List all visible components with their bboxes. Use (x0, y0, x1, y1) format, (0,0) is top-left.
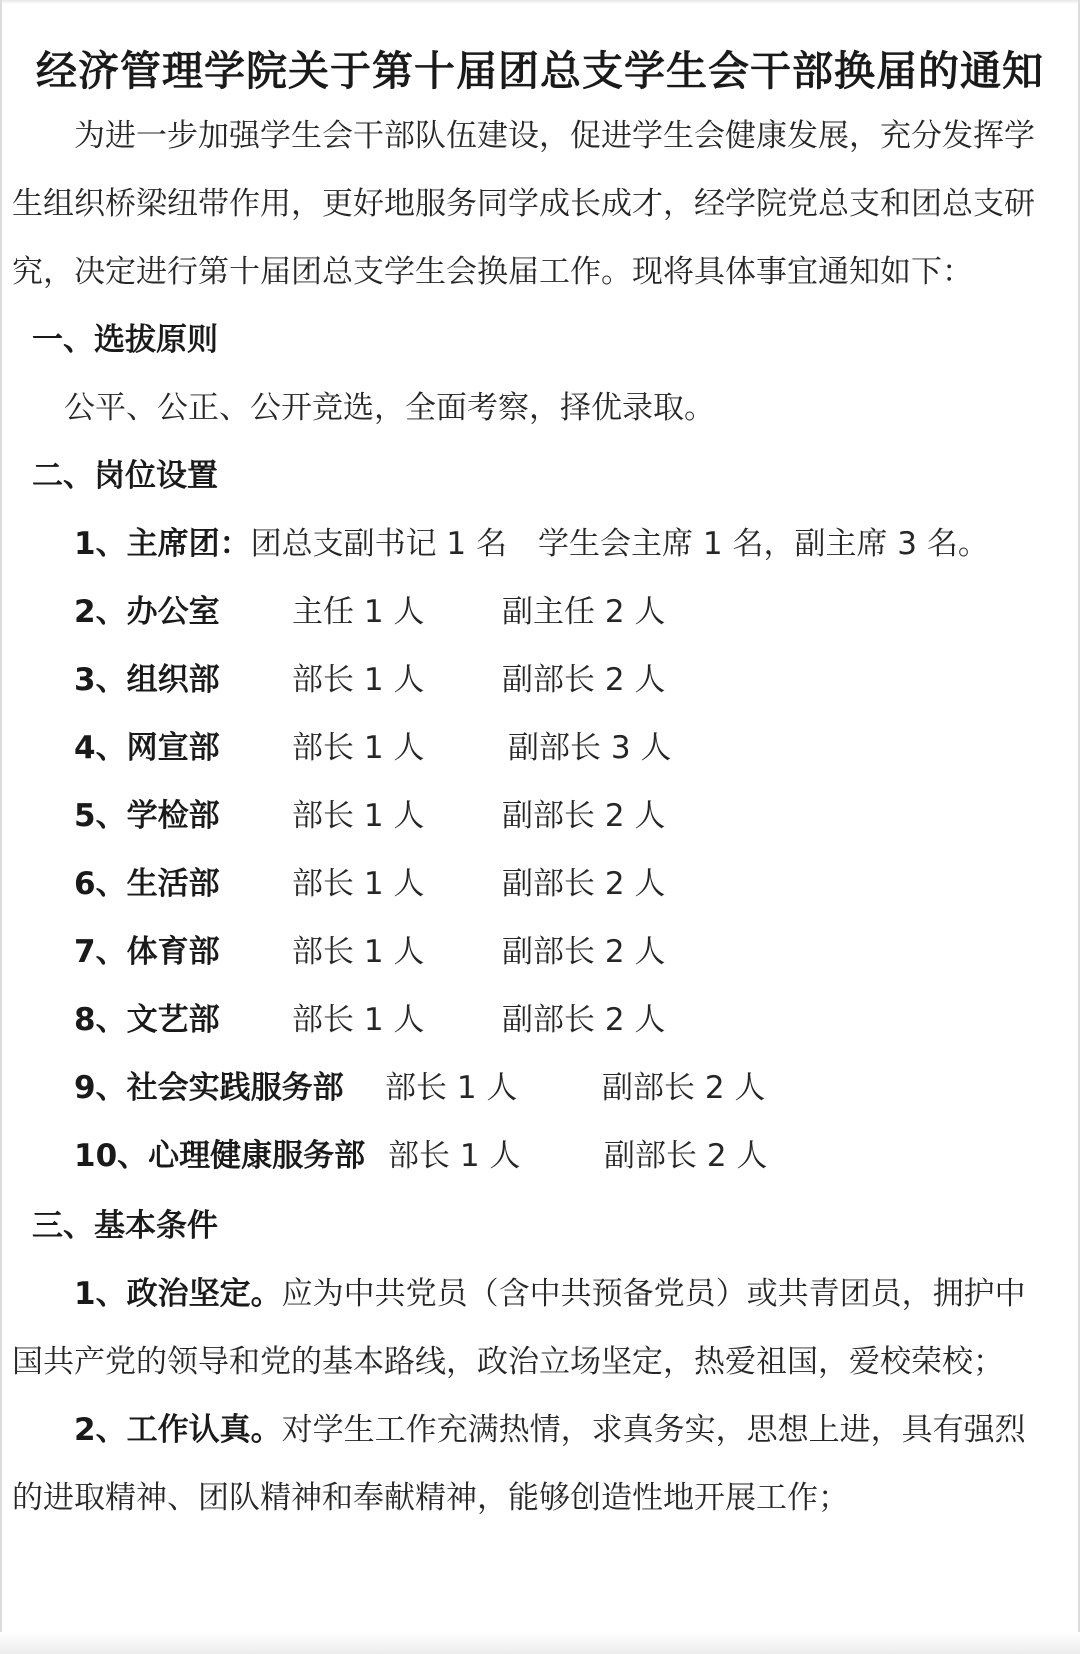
section-3-heading: 三、基本条件 (32, 1208, 218, 1244)
position-head: 部长 1 人 (292, 662, 425, 698)
page-edge-bottom (0, 1632, 1080, 1654)
position-deputy: 副部长 2 人 (502, 1002, 666, 1038)
condition-2-line-1 (74, 1410, 1026, 1450)
condition-2-label: 2、工作认真。 (74, 1412, 282, 1448)
presidium-label: 1、主席团： (74, 526, 251, 562)
position-row-inspection (0, 796, 1080, 836)
position-deputy: 副部长 3 人 (508, 730, 672, 766)
presidium-text: 团总支副书记 1 名 学生会主席 1 名，副主席 3 名。 (250, 526, 989, 562)
position-row-sports (0, 932, 1080, 972)
position-head: 部长 1 人 (292, 730, 425, 766)
condition-1-label: 1、政治坚定。 (74, 1276, 282, 1312)
intro-line-3: 究，决定进行第十届团总支学生会换届工作。现将具体事宜通知如下： (12, 254, 973, 290)
section-2-heading: 二、岗位设置 (32, 458, 218, 494)
position-head: 部长 1 人 (292, 1002, 425, 1038)
position-head: 部长 1 人 (388, 1138, 521, 1174)
position-row-arts (0, 1000, 1080, 1040)
section-1-heading: 一、选拔原则 (32, 322, 218, 358)
position-head: 部长 1 人 (385, 1070, 518, 1106)
position-deputy: 副部长 2 人 (602, 1070, 766, 1106)
section-1-text: 公平、公正、公开竞选，全面考察，择优录取。 (64, 390, 715, 426)
position-name: 10、心理健康服务部 (74, 1138, 366, 1174)
position-head: 部长 1 人 (292, 798, 425, 834)
position-row-social-practice (0, 1068, 1080, 1108)
position-row-office (0, 592, 1080, 632)
position-head: 部长 1 人 (292, 866, 425, 902)
condition-2-line-2: 的进取精神、团队精神和奉献精神，能够创造性地开展工作； (12, 1480, 849, 1516)
condition-2-text: 对学生工作充满热情，求真务实，思想上进，具有强烈 (281, 1412, 1026, 1448)
position-deputy: 副部长 2 人 (502, 866, 666, 902)
position-name: 4、网宣部 (74, 730, 220, 766)
intro-line-1: 为进一步加强学生会干部队伍建设，促进学生会健康发展，充分发挥学 (74, 118, 1035, 154)
condition-1-text: 应为中共党员（含中共预备党员）或共青团员，拥护中 (281, 1276, 1026, 1312)
position-deputy: 副部长 2 人 (502, 798, 666, 834)
position-name: 5、学检部 (74, 798, 220, 834)
presidium-line (74, 524, 989, 564)
position-deputy: 副部长 2 人 (502, 662, 666, 698)
position-row-publicity (0, 728, 1080, 768)
position-name: 2、办公室 (74, 594, 220, 630)
position-deputy: 副主任 2 人 (502, 594, 666, 630)
position-row-life (0, 864, 1080, 904)
position-name: 9、社会实践服务部 (74, 1070, 344, 1106)
condition-1-line-2: 国共产党的领导和党的基本路线，政治立场坚定，热爱祖国，爱校荣校； (12, 1344, 1004, 1380)
document-title: 经济管理学院关于第十届团总支学生会干部换届的通知 (36, 47, 1044, 95)
page-edge-top (0, 0, 1080, 4)
position-head: 部长 1 人 (292, 934, 425, 970)
position-name: 3、组织部 (74, 662, 220, 698)
position-deputy: 副部长 2 人 (502, 934, 666, 970)
position-name: 6、生活部 (74, 866, 220, 902)
condition-1-line-1 (74, 1274, 1026, 1314)
position-row-mental-health (0, 1136, 1080, 1176)
intro-line-2: 生组织桥梁纽带作用，更好地服务同学成长成才，经学院党总支和团总支研 (12, 186, 1035, 222)
position-name: 8、文艺部 (74, 1002, 220, 1038)
position-row-organization (0, 660, 1080, 700)
position-deputy: 副部长 2 人 (604, 1138, 768, 1174)
position-name: 7、体育部 (74, 934, 220, 970)
position-head: 主任 1 人 (292, 594, 425, 630)
